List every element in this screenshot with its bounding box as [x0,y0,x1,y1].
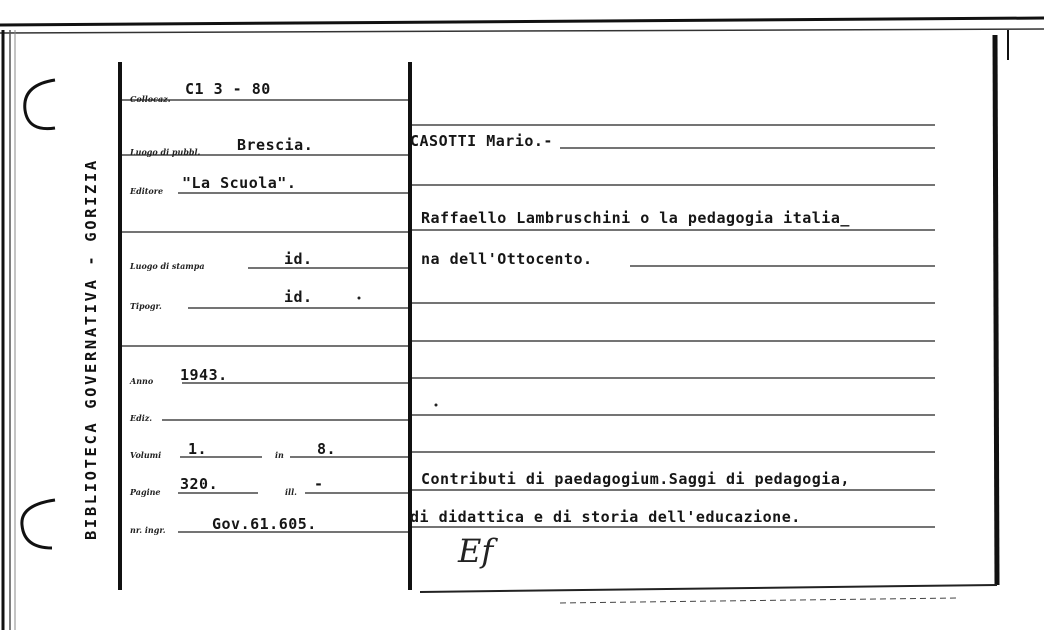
label-anno: Anno [130,376,154,386]
label-volumi: Volumi [130,450,162,460]
label-luogo-pubbl: Luogo di pubbl. [130,147,201,157]
label-nr-ingr: nr. ingr. [130,525,166,535]
value-in: 8. [317,440,337,458]
entry-title-line1: Raffaello Lambruschini o la pedagogia italia_ [421,209,850,227]
value-pagine: 320. [180,475,219,493]
label-luogo-stampa: Luogo di stampa [130,261,205,271]
value-tipogr: id. [284,288,313,306]
label-editore: Editore [130,186,164,196]
entry-series-line1: Contributi di paedagogium.Saggi di pedagogia, [421,470,850,488]
entry-author: CASOTTI Mario.- [410,132,553,150]
value-ill: - [314,475,324,493]
library-stamp: BIBLIOTECA GOVERNATIVA - GORIZIA [82,158,100,540]
label-tipogr: Tipogr. [130,301,162,311]
value-luogo-pubbl: Brescia. [237,136,314,154]
value-collocazione: C1 3 - 80 [185,80,271,98]
label-ill: ill. [285,487,297,497]
entry-series-line2: di didattica e di storia dell'educazione. [410,508,801,526]
value-luogo-stampa: id. [284,250,313,268]
value-nr-ingr: Gov.61.605. [212,515,317,533]
label-in: in [275,450,284,460]
value-anno: 1943. [180,366,228,384]
value-volumi: 1. [188,440,208,458]
label-ediz: Ediz. [130,413,153,423]
value-editore: "La Scuola". [182,174,297,192]
label-pagine: Pagine [130,487,161,497]
entry-title-line2: na dell'Ottocento. [421,250,593,268]
label-collocazione: Collocaz. [130,94,171,104]
handwritten-initials: Ef [458,532,494,570]
